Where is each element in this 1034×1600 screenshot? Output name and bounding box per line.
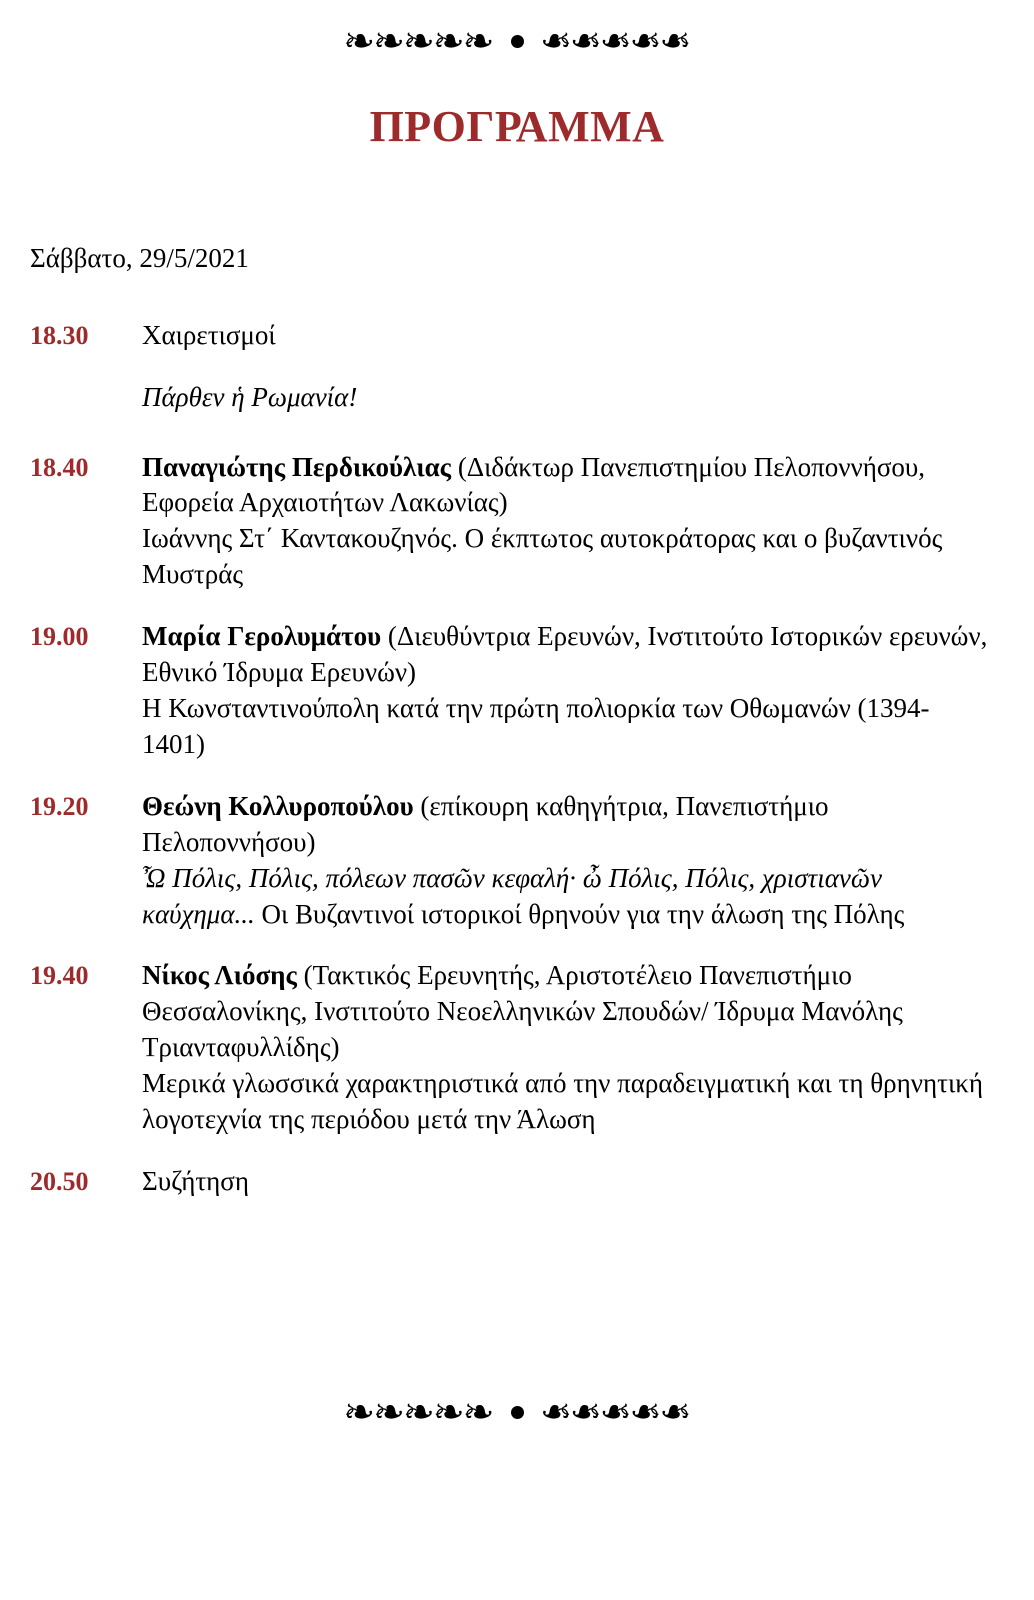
entry-talk: Η Κωνσταντινούπολη κατά την πρώτη πολιορκία των Οθωμανών (1394-1401) [142,693,930,759]
entry-body [142,958,990,1138]
schedule-entry [30,958,990,1138]
schedule-entry [30,619,990,763]
entry-speaker: Νίκος Λιόσης [142,960,297,991]
entry-speaker: Θεώνη Κολλυροπούλου [142,790,414,821]
entry-body [142,450,990,594]
schedule-entry [30,1164,990,1200]
entry-talk-quote: Ὦ Πόλις, Πόλις, πόλεων πασῶν κεφαλή· ὦ Πόλις, Πόλις, χριστιανῶν καύχημα... [142,862,882,929]
entry-talk: Χαιρετισμοί [142,319,276,350]
schedule-entry [30,318,990,354]
entry-affiliation: (επίκουρη καθηγήτρια, Πανεπιστήμιο Πελοποννήσου) [142,790,829,857]
entry-speaker: Παναγιώτης Περδικούλιας [142,451,452,482]
flourish-left-group: ❧❧❧❧❧ [343,19,493,63]
programme-content [30,242,990,1226]
entry-talk: Ιωάννης Στ΄ Καντακουζηνός. Ο έκπτωτος αυτοκράτορας και ο βυζαντινός Μυστράς [142,523,943,590]
ornament-dot-icon [511,1406,524,1419]
flourish-right-group: ❧❧❧❧❧ [541,19,691,63]
schedule-entry [30,789,990,933]
entry-body [142,789,990,933]
entry-talk: Μερικά γλωσσικά χαρακτηριστικά από την παραδειγματική και τη θρηνητική λογοτεχνία της περιόδου μετά την Άλωση [142,1068,983,1135]
flourish-left-group: ❧❧❧❧❧ [343,1390,493,1434]
entry-time: 19.20 [30,791,89,821]
entry-time: 19.00 [30,622,89,652]
entry-body [142,619,990,763]
entry-affiliation: (Τακτικός Ερευνητής, Αριστοτέλειο Πανεπιστήμιο Θεσσαλονίκης, Ινστιτούτο Νεοελληνικών Σπουδών/ Ίδρυμα Μανόλης Τριανταφυλλίδης) [142,960,903,1063]
ornament-bottom [0,1390,1034,1434]
entry-time: 18.40 [30,452,89,482]
entry-time: 20.50 [30,1166,89,1196]
entry-body [142,1164,990,1200]
schedule-entry [30,450,990,594]
ornament-top [0,19,1034,63]
entry-talk: Συζήτηση [142,1165,249,1196]
entry-affiliation: (Διευθύντρια Ερευνών, Ινστιτούτο Ιστορικών ερευνών, Εθνικό Ίδρυμα Ερευνών) [142,621,988,688]
entry-time: 19.40 [30,961,89,991]
entry-italic-line: Πάρθεν ἡ Ρωμανία! [142,381,358,412]
entry-talk-rest: Οι Βυζαντινοί ιστορικοί θρηνούν για την άλωση της Πόλης [254,898,905,929]
flourish-right-group: ❧❧❧❧❧ [541,1390,691,1434]
entry-affiliation: (Διδάκτωρ Πανεπιστημίου Πελοποννήσου, Εφορεία Αρχαιοτήτων Λακωνίας) [142,451,925,518]
entry-time: 18.30 [30,320,89,350]
page-title: ΠΡΟΓΡΑΜΜΑ [369,102,665,151]
entry-talk-mixed [142,861,990,933]
date-line: Σάββατο, 29/5/2021 [30,243,249,273]
entry-speaker: Μαρία Γερολυμάτου [142,621,382,652]
entry-body [142,318,990,354]
ornament-dot-icon [511,35,524,48]
